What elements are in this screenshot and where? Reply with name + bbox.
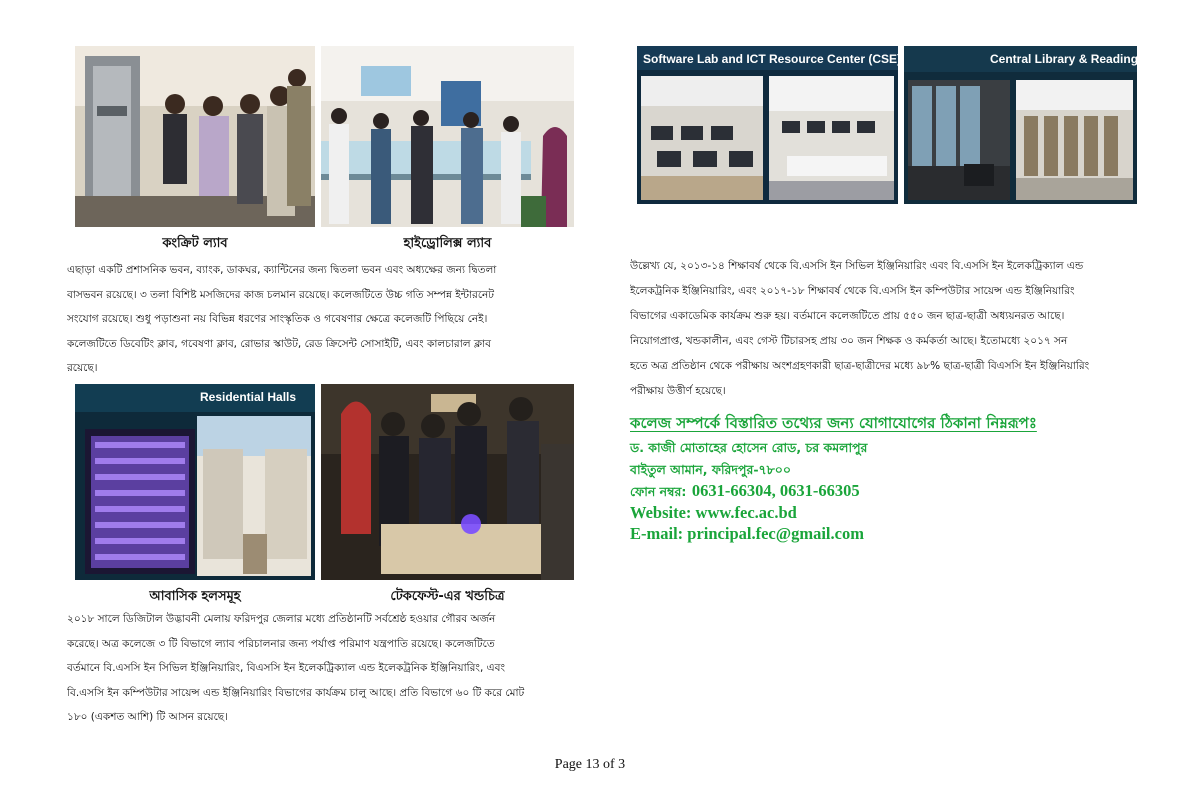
paragraph-line: বর্তমানে বি.এসসি ইন সিভিল ইঞ্জিনিয়ারিং, বিএসসি ইন ইলেকট্রিক্যাল এন্ড ইলেকট্রনিক ইঞ্জিনিয়ারিং, এবং — [67, 662, 505, 674]
paragraph-line: বাসভবন রয়েছে। ৩ তলা বিশিষ্ট মসজিদের কাজ চলমান রয়েছে। কলেজটিতে উচ্চ গতি সম্পন্ন ইন্টারনেট — [67, 288, 495, 301]
paragraph-line: ইলেকট্রনিক ইঞ্জিনিয়ারিং, এবং ২০১৭-১৮ শিক্ষাবর্ষ থেকে বি.এসসি ইন কম্পিউটার সায়েন্স এন্ড ইঞ্জিনিয়ারিং — [630, 285, 1075, 297]
paragraph-line: পরীক্ষায় উত্তীর্ণ হয়েছে। — [630, 385, 726, 397]
residential-halls-banner: Residential Halls — [200, 390, 297, 404]
facilities-paragraph — [67, 258, 577, 381]
concrete-lab-photo — [75, 46, 315, 227]
paragraph-line: কলেজটিতে ডিবেটিং ক্লাব, গবেষণা ক্লাব, রোভার স্কাউট, রেড ক্রিসেন্ট সোসাইটি, এবং কালচারাল ক্লাব — [67, 337, 492, 350]
paragraph-line: এছাড়া একটি প্রশাসনিক ভবন, ব্যাংক, ডাকঘর, ক্যান্টিনের জন্য দ্বিতলা ভবন এবং অধ্যক্ষের জন্য দ্বিতলা — [67, 264, 497, 276]
central-library-photo — [904, 46, 1137, 204]
phone-label: ফোন নম্বর: — [630, 484, 687, 499]
paragraph-line: বিভাগের একাডেমিক কার্যক্রম শুরু হয়। বর্তমানে কলেজটিতে প্রায় ৫৫০ জন ছাত্র-ছাত্রী অধ্যয়নরত আছে। — [630, 310, 1065, 322]
history-paragraph — [630, 254, 1142, 404]
phone-line — [630, 481, 860, 504]
software-lab-photo — [637, 46, 898, 204]
residential-halls-photo — [75, 384, 315, 580]
address-line-1: ড. কাজী মোতাহের হোসেন রোড, চর কমলাপুর — [630, 440, 868, 455]
software-lab-banner: Software Lab and ICT Resource Center (CSE) — [643, 52, 902, 66]
page-number: Page 13 of 3 — [554, 757, 626, 772]
central-library-banner: Central Library & Reading Room — [990, 52, 1176, 66]
website-link[interactable]: Website: www.fec.ac.bd — [630, 503, 797, 522]
hydraulics-lab-caption: হাইড্রোলিক্স ল্যাব — [403, 236, 492, 251]
labs-seats-paragraph — [67, 607, 577, 730]
paragraph-line: ১৮০ (একশত আশি) টি আসন রয়েছে। — [67, 711, 228, 723]
paragraph-line: ২০১৮ সালে ডিজিটাল উদ্ভাবনী মেলায় ফরিদপুর জেলার মধ্যে প্রতিষ্ঠানটি সর্বশ্রেষ্ঠ হওয়ার গৌরব অর্জন — [67, 613, 496, 625]
hydraulics-lab-photo — [321, 46, 574, 227]
concrete-lab-caption: কংক্রিট ল্যাব — [162, 236, 228, 251]
paragraph-line: হতে অত্র প্রতিষ্ঠান থেকে পরীক্ষায় অংশগ্রহণকারী ছাত্র-ছাত্রীদের মধ্যে ৯৮% ছাত্র-ছাত্রী বিএসসি ইন ইঞ্জিনিয়ারিং — [630, 360, 1090, 372]
paragraph-line: বি.এসসি ইন কম্পিউটার সায়েন্স এন্ড ইঞ্জিনিয়ারিং বিভাগের কার্যক্রম চালু আছে। প্রতি বিভাগে ৬০ টি করে মোট — [67, 686, 525, 699]
contact-heading: কলেজ সম্পর্কে বিস্তারিত তথ্যের জন্য যোগাযোগের ঠিকানা নিম্নরূপঃ — [630, 414, 1037, 432]
paragraph-line: করেছে। অত্র কলেজে ৩ টি বিভাগে ল্যাব পরিচালনার জন্য পর্যাপ্ত পরিমাণ যন্ত্রপাতি রয়েছে। কলেজটিতে — [67, 637, 495, 650]
techfest-caption: টেকফেস্ট-এর খন্ডচিত্র — [390, 589, 505, 604]
address-line-2: বাইতুল আমান, ফরিদপুর-৭৮০০ — [630, 462, 792, 477]
paragraph-line: নিয়োগপ্রাপ্ত, খন্ডকালীন, এবং গেস্ট টিচারসহ প্রায় ৩০ জন শিক্ষক ও কর্মকর্তা আছে। ইতোমধ্যে ২০১৭ সন — [630, 335, 1068, 347]
techfest-photo — [321, 384, 574, 580]
paragraph-line: রয়েছে। — [67, 362, 98, 374]
email-link[interactable]: E-mail: principal.fec@gmail.com — [630, 524, 864, 543]
paragraph-line: উল্লেখ্য যে, ২০১৩-১৪ শিক্ষাবর্ষ থেকে বি.এসসি ইন সিভিল ইঞ্জিনিয়ারিং এবং বি.এসসি ইন ইলেকট্রিক্যাল এন্ড — [630, 260, 1084, 272]
residential-halls-caption: আবাসিক হলসমূহ — [149, 589, 241, 604]
phone-numbers: 0631-66304, 0631-66305 — [691, 481, 860, 500]
paragraph-line: সংযোগ রয়েছে। শুধু পড়াশুনা নয় বিভিন্ন ধরণের সাংস্কৃতিক ও গবেষণার ক্ষেত্রে কলেজটি পিছিয়ে নেই। — [67, 313, 488, 325]
